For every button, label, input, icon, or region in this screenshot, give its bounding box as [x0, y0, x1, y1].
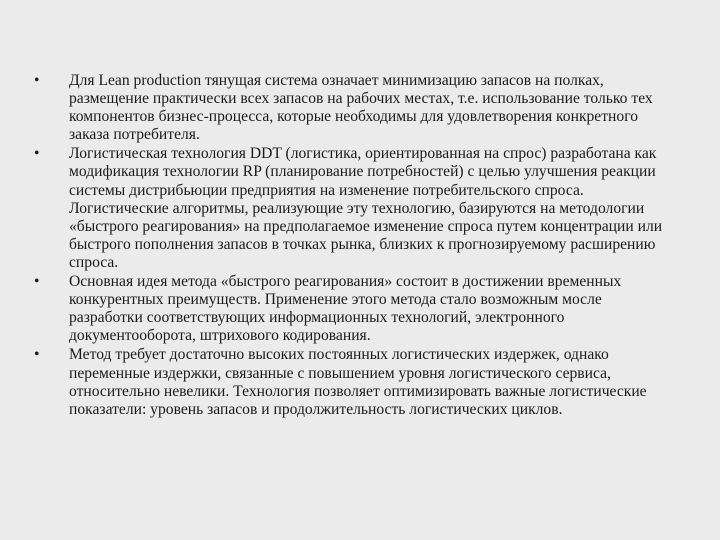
bullet-text: Основная идея метода «быстрого реагирования» состоит в достижении временных конкурентных преимуществ. Применение этого метода стало возможным мосле разработки соответствующих информационных технологий, электронного документооборота, штрихового кодирования. [69, 273, 622, 345]
bullet-item-1 [34, 72, 674, 144]
bullet-icon: • [34, 145, 40, 163]
bullet-item-4 [34, 346, 674, 418]
bullet-text: Логистическая технология DDT (логистика, ориентированная на спрос) разработана как модификация технологии RP (планирование потребностей) с целью улучшения реакции системы дистрибьюции предприятия на изменение потребительского спроса. Логистические алгоритмы, реализующие эту технологию, базируются на методологии «быстрого реагирования» на предполагаемое изменение спроса путем концентрации или быстрого пополнения запасов в точках рынка, близких к прогнозируемому расширению спроса. [69, 145, 663, 271]
bullet-text: Метод требует достаточно высоких постоянных логистических издержек, однако переменные издержки, связанные с повышением уровня логистического сервиса, относительно невелики. Технология позволяет оптимизировать важные логистические показатели: уровень запасов и продолжительность логистических циклов. [69, 346, 647, 418]
bullet-item-3 [34, 273, 674, 345]
bullet-list [34, 72, 674, 420]
bullet-item-2 [34, 145, 674, 272]
bullet-text: Для Lean production тянущая система означает минимизацию запасов на полках, размещение практически всех запасов на рабочих местах, т.е. использование только тех компонентов бизнес-процесса, которые необходимы для удовлетворения конкретного заказа потребителя. [69, 72, 653, 144]
bullet-icon: • [34, 273, 40, 291]
bullet-icon: • [34, 346, 40, 364]
bullet-icon: • [34, 72, 40, 89]
